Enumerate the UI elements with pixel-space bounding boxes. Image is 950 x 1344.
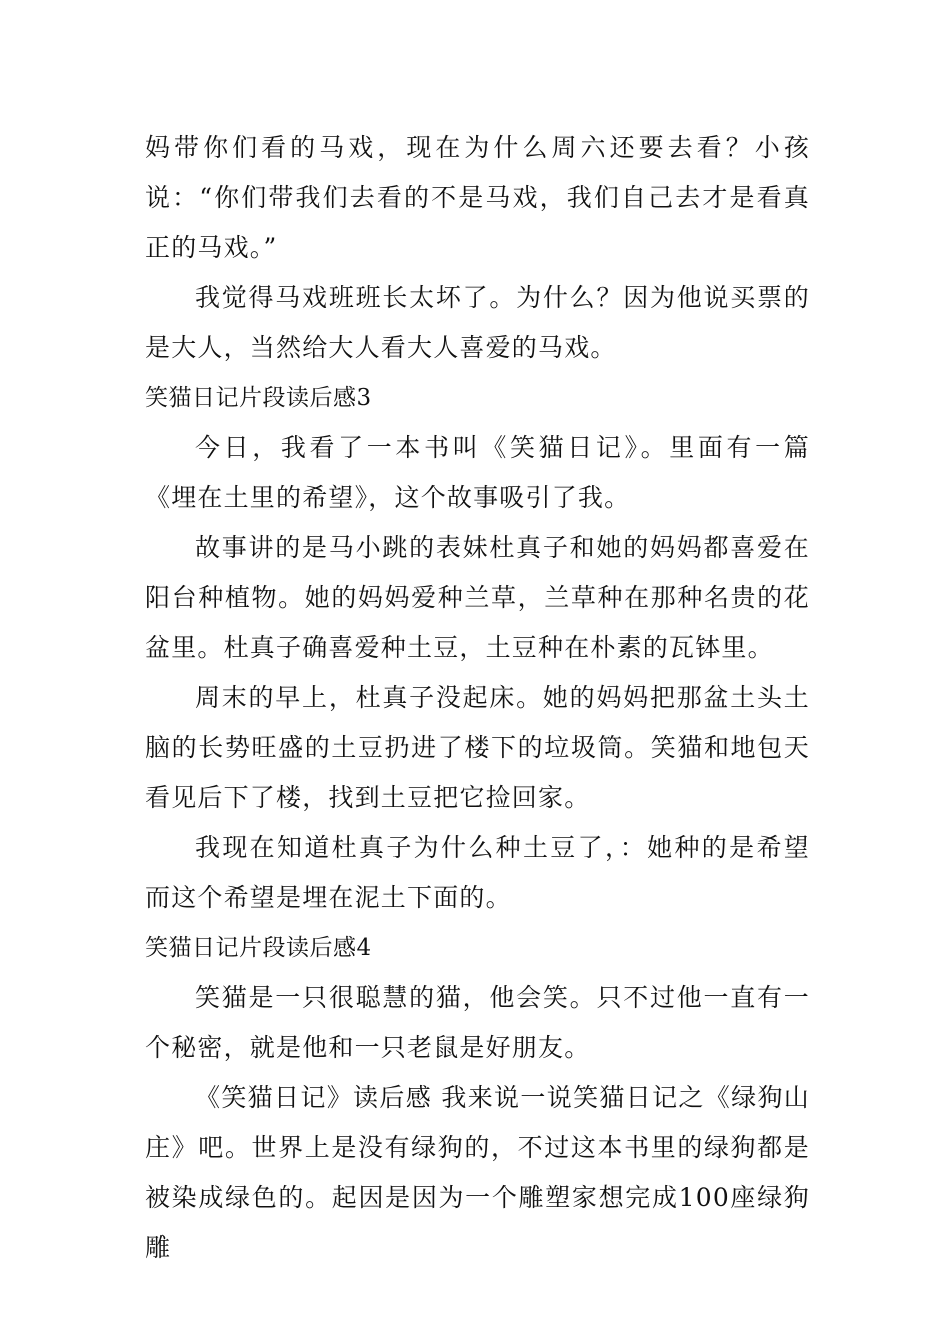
paragraph: 我现在知道杜真子为什么种土豆了，：她种的是希望而这个希望是埋在泥土下面的。 (145, 833, 810, 912)
paragraph: 《笑猫日记》读后感 我来说一说笑猫日记之《绿狗山庄》吧。世界上是没有绿狗的，不过这本书里的绿狗都是被染成绿色的。起因是因为一个雕塑家想完成100座绿狗雕 (145, 1083, 810, 1262)
section-heading-4: 笑猫日记片段读后感4 (145, 935, 372, 961)
paragraph-continued: 妈带你们看的马戏，现在为什么周六还要去看？小孩说：“你们带我们去看的不是马戏，我们自己去才是看真正的马戏。” (145, 133, 810, 262)
paragraph: 今日，我看了一本书叫《笑猫日记》。里面有一篇《埋在土里的希望》，这个故事吸引了我。 (145, 433, 810, 512)
paragraph: 我觉得马戏班班长太坏了。为什么？因为他说买票的是大人，当然给大人看大人喜爱的马戏。 (145, 283, 810, 362)
section-heading-3: 笑猫日记片段读后感3 (145, 385, 372, 411)
paragraph: 故事讲的是马小跳的表妹杜真子和她的妈妈都喜爱在阳台种植物。她的妈妈爱种兰草，兰草种在那种名贵的花盆里。杜真子确喜爱种土豆，土豆种在朴素的瓦钵里。 (145, 533, 810, 662)
paragraph: 笑猫是一只很聪慧的猫，他会笑。只不过他一直有一个秘密，就是他和一只老鼠是好朋友。 (145, 983, 810, 1062)
paragraph: 周末的早上，杜真子没起床。她的妈妈把那盆土头土脑的长势旺盛的土豆扔进了楼下的垃圾筒。笑猫和地包天看见后下了楼，找到土豆把它捡回家。 (145, 683, 810, 812)
document-body (145, 123, 810, 1273)
